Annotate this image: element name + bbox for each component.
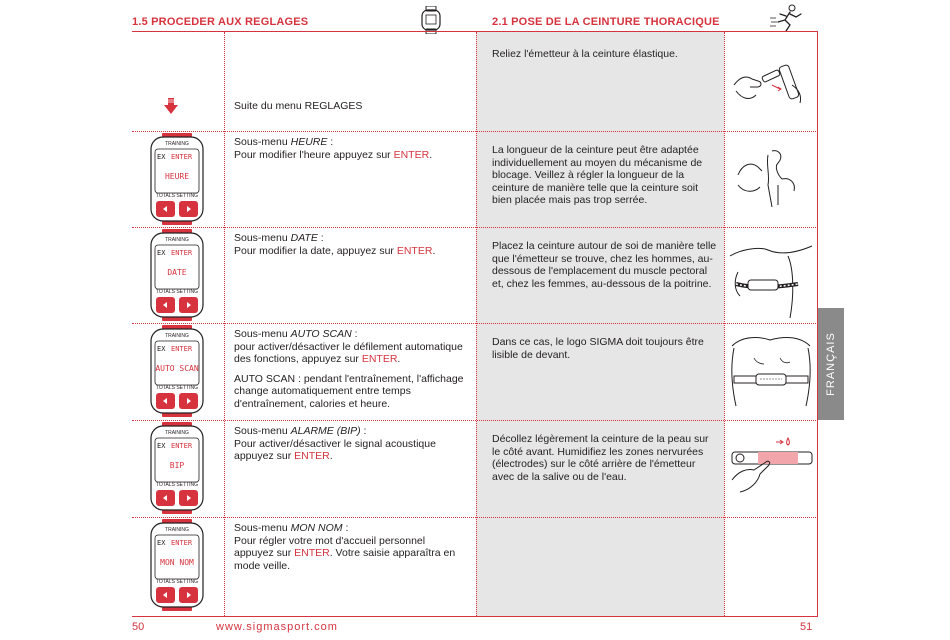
watch-enter-label: ENTER: [171, 539, 193, 547]
watch-display-illustration: [148, 229, 206, 321]
enter-keyword: ENTER: [393, 148, 430, 161]
row-divider: [132, 227, 818, 228]
submenu-note: AUTO SCAN : pendant l'entraînement, l'affichage change automatiquement entre temps d'entraînement, calories et heure.: [234, 372, 464, 410]
watch-enter-label: ENTER: [171, 442, 193, 450]
enter-keyword: ENTER: [396, 244, 433, 257]
watch-display-illustration: [148, 422, 206, 514]
submenu-instruction: Pour activer/désactiver le signal acoustique appuyez sur ENTER.: [234, 437, 436, 463]
watch-ex-label: EX: [157, 539, 166, 547]
row-divider: [132, 517, 818, 518]
watch-ex-label: EX: [157, 442, 166, 450]
right-page-number: 51: [800, 621, 813, 633]
watch-display-illustration: [148, 519, 206, 611]
submenu-name: HEURE: [290, 136, 328, 148]
website-url: www.sigmasport.com: [216, 621, 338, 633]
watch-ex-label: EX: [157, 249, 166, 257]
watch-lcd-text: AUTO SCAN: [155, 364, 199, 373]
watch-label-training: TRAINING: [165, 333, 189, 339]
language-tab-label: FRANÇAIS: [825, 332, 837, 396]
belt-position-illustration: [728, 236, 814, 320]
watch-label-totals-setting: TOTALS SETTING: [155, 289, 199, 295]
submenu-instruction: Pour modifier la date, appuyez sur ENTER.: [234, 244, 436, 257]
submenu-name: ALARME (BIP): [290, 425, 361, 437]
red-down-arrow-icon: [164, 98, 178, 114]
watch-icon: [420, 6, 442, 34]
submenu-title: Sous-menu HEURE :: [234, 136, 334, 148]
right-column-divider: [724, 32, 725, 616]
right-row-text: Placez la ceinture autour de soi de manière telle que l'émetteur se trouve, chez les hommes, au-dessous de l'emplacement du muscle pectoral et, chez les femmes, au-dessous de la poitrine.: [492, 240, 717, 290]
right-row-text: Décollez légèrement la ceinture de la peau sur le côté avant. Humidifiez les zones nervurées (électrodes) sur le côté arrière de l'émetteur avec de la salive ou de l'eau.: [492, 433, 709, 483]
submenu-description: [234, 522, 466, 572]
watch-display-illustration: [148, 325, 206, 417]
submenu-name: DATE: [290, 232, 318, 244]
submenu-title: Sous-menu AUTO SCAN :: [234, 328, 358, 340]
right-section-title: 2.1 POSE DE LA CEINTURE THORACIQUE: [492, 16, 720, 28]
submenu-description: [234, 232, 466, 257]
row-divider: [132, 131, 818, 132]
footer-rule: [132, 616, 818, 617]
watch-enter-label: ENTER: [171, 249, 193, 257]
submenu-description: [234, 328, 466, 411]
submenu-title: Sous-menu MON NOM :: [234, 522, 349, 534]
row-divider: [132, 323, 818, 324]
enter-keyword: ENTER: [294, 547, 330, 560]
watch-ex-label: EX: [157, 345, 166, 353]
belt-front-illustration: [728, 328, 814, 412]
row-divider: [132, 420, 818, 421]
right-row-text: Dans ce cas, le logo SIGMA doit toujours être lisible de devant.: [492, 336, 704, 361]
watch-ex-label: EX: [157, 153, 166, 161]
watch-lcd-text: MON NOM: [160, 558, 194, 567]
submenu-instruction: Pour modifier l'heure appuyez sur ENTER.: [234, 148, 433, 161]
submenu-instruction: pour activer/désactiver le défilement automatique des fonctions, appuyez sur ENTER.: [234, 340, 463, 366]
watch-label-training: TRAINING: [165, 237, 189, 243]
watch-enter-label: ENTER: [171, 153, 193, 161]
enter-keyword: ENTER: [361, 353, 398, 366]
right-row-text: Reliez l'émetteur à la ceinture élastique.: [492, 48, 678, 60]
watch-display-illustration: [148, 133, 206, 225]
submenu-title: Sous-menu ALARME (BIP) :: [234, 425, 367, 437]
right-text-panel: [476, 32, 724, 616]
submenu-instruction: Pour régler votre mot d'accueil personnel appuyez sur ENTER. Votre saisie apparaîtra en mode veille.: [234, 534, 456, 572]
watch-label-training: TRAINING: [165, 527, 189, 533]
watch-lcd-text: BIP: [169, 461, 185, 470]
runner-icon: [768, 4, 808, 32]
watch-label-training: TRAINING: [165, 430, 189, 436]
submenu-name: MON NOM: [290, 522, 343, 534]
submenu-description: [234, 136, 466, 161]
submenu-description: [234, 425, 466, 463]
language-tab: [818, 308, 844, 420]
watch-label-totals-setting: TOTALS SETTING: [155, 193, 199, 199]
menu-intro: Suite du menu REGLAGES: [234, 100, 363, 112]
enter-keyword: ENTER: [294, 450, 330, 463]
submenu-title: Sous-menu DATE :: [234, 232, 324, 244]
belt-adjust-illustration: [732, 145, 812, 211]
left-column-divider: [224, 32, 225, 616]
watch-label-totals-setting: TOTALS SETTING: [155, 385, 199, 391]
electrode-moisten-illustration: [730, 436, 814, 496]
center-divider: [476, 32, 477, 616]
left-page-number: 50: [132, 621, 145, 633]
watch-lcd-text: DATE: [167, 268, 187, 277]
watch-label-totals-setting: TOTALS SETTING: [155, 482, 199, 488]
watch-enter-label: ENTER: [171, 345, 193, 353]
right-row-text: La longueur de la ceinture peut être adaptée individuellement au moyen du mécanisme de blocage. Veillez à régler la longueur de la ceinture de manière telle que la ceinture soit bien placée mais pas trop serrée.: [492, 144, 703, 207]
left-section-title: 1.5 PROCEDER AUX REGLAGES: [132, 16, 309, 28]
watch-label-totals-setting: TOTALS SETTING: [155, 579, 199, 585]
watch-label-training: TRAINING: [165, 141, 189, 147]
transmitter-attach-illustration: [732, 55, 812, 111]
watch-lcd-text: HEURE: [164, 172, 190, 181]
submenu-name: AUTO SCAN: [290, 328, 352, 340]
